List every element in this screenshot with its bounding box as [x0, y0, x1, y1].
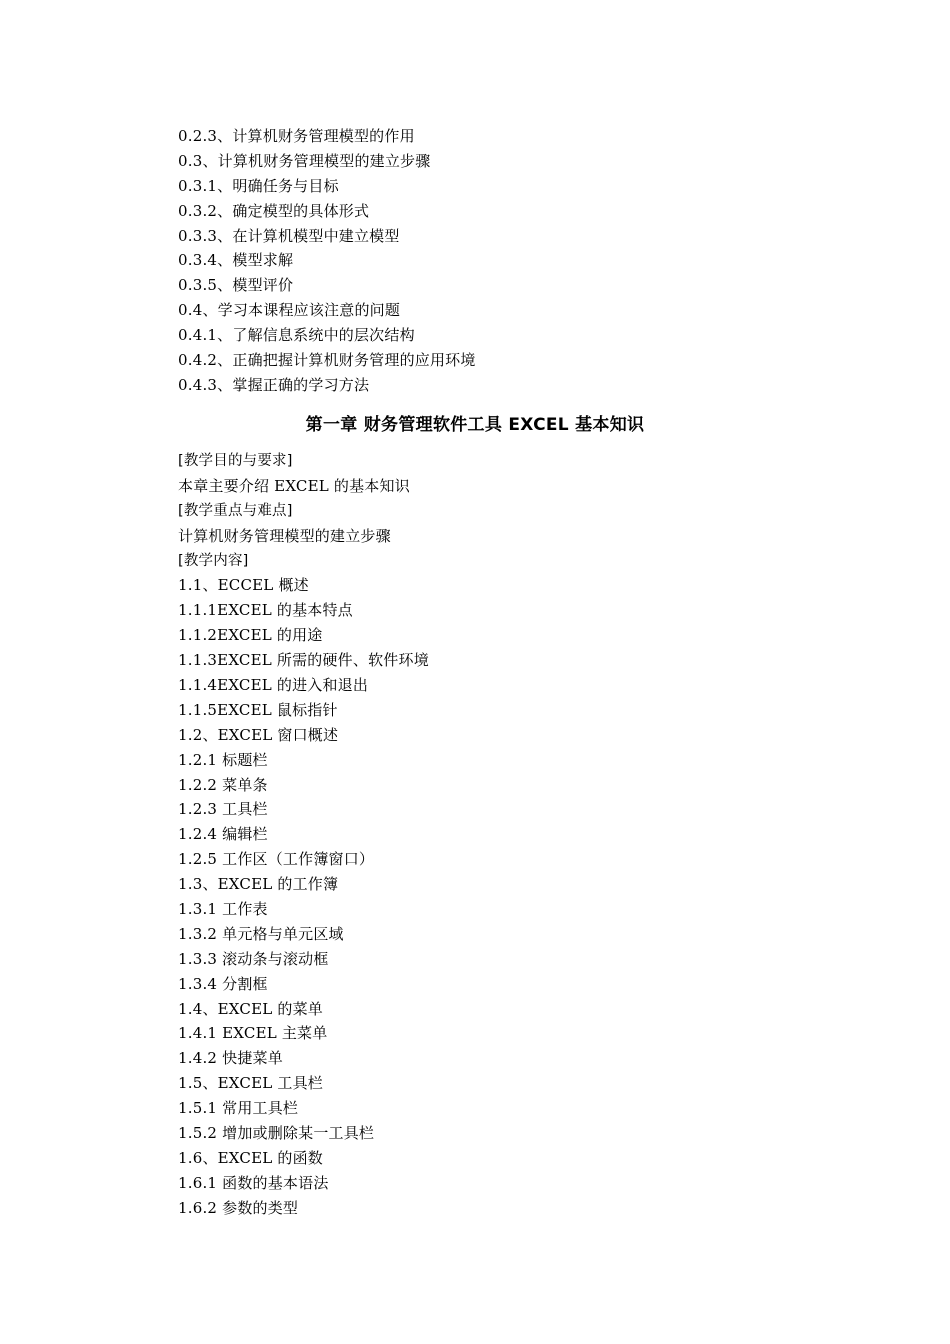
toc-item: 0.3.3、在计算机模型中建立模型: [178, 226, 400, 245]
toc-item: 0.4.1、了解信息系统中的层次结构: [178, 326, 415, 345]
objectives-text: 本章主要介绍 EXCEL 的基本知识: [178, 476, 410, 495]
content-list: [178, 573, 778, 1220]
content-item: 1.3、EXCEL 的工作簿: [178, 875, 339, 894]
toc-item: 0.3.2、确定模型的具体形式: [178, 201, 370, 220]
toc-item: 0.3.4、模型求解: [178, 251, 294, 270]
toc-item: 0.3.5、模型评价: [178, 276, 294, 295]
content-item: 1.5.2 增加或删除某一工具栏: [178, 1124, 375, 1143]
content-item: 1.2.4 编辑栏: [178, 825, 268, 844]
content-item: 1.3.2 单元格与单元区域: [178, 924, 344, 943]
content-item: 1.4、EXCEL 的菜单: [178, 999, 323, 1018]
chapter-body: [178, 449, 778, 1221]
toc-item: 0.2.3、计算机财务管理模型的作用: [178, 127, 415, 145]
content-item: 1.5、EXCEL 工具栏: [178, 1074, 323, 1093]
content-item: 1.1.3EXCEL 所需的硬件、软件环境: [178, 651, 429, 670]
content-item: 1.1.5EXCEL 鼠标指针: [178, 700, 338, 719]
content-item: 1.6.2 参数的类型: [178, 1198, 299, 1217]
toc-item: 0.3.1、明确任务与目标: [178, 176, 339, 195]
content-item: 1.1.4EXCEL 的进入和退出: [178, 676, 369, 695]
content-item: 1.1、ECCEL 概述: [178, 576, 309, 595]
content-item: 1.2、EXCEL 窗口概述: [178, 725, 339, 744]
section-heading-keypoints: [教学重点与难点]: [178, 502, 293, 519]
content-item: 1.6.1 函数的基本语法: [178, 1173, 329, 1192]
content-item: 1.2.2 菜单条: [178, 775, 268, 794]
toc-list: [178, 124, 778, 398]
section-heading-content: [教学内容]: [178, 552, 249, 569]
content-item: 1.1.1EXCEL 的基本特点: [178, 601, 353, 620]
content-item: 1.1.2EXCEL 的用途: [178, 626, 323, 645]
content-item: 1.3.4 分割框: [178, 974, 268, 993]
chapter-title: 第一章 财务管理软件工具 EXCEL 基本知识: [305, 415, 645, 435]
section-heading-objectives: [教学目的与要求]: [178, 453, 293, 469]
content-item: 1.2.1 标题栏: [178, 750, 268, 769]
content-item: 1.4.2 快捷菜单: [178, 1049, 283, 1068]
content-item: 1.5.1 常用工具栏: [178, 1099, 299, 1118]
content-item: 1.3.3 滚动条与滚动框: [178, 949, 329, 968]
toc-item: 0.4.3、掌握正确的学习方法: [178, 375, 370, 394]
content-item: 1.6、EXCEL 的函数: [178, 1148, 323, 1167]
content-item: 1.3.1 工作表: [178, 900, 268, 919]
content-item: 1.4.1 EXCEL 主菜单: [178, 1024, 328, 1043]
toc-item: 0.3、计算机财务管理模型的建立步骤: [178, 151, 431, 170]
toc-item: 0.4.2、正确把握计算机财务管理的应用环境: [178, 351, 476, 370]
keypoints-text: 计算机财务管理模型的建立步骤: [178, 526, 391, 545]
content-item: 1.2.5 工作区（工作簿窗口）: [178, 850, 375, 869]
content-item: 1.2.3 工具栏: [178, 800, 268, 819]
toc-item: 0.4、学习本课程应该注意的问题: [178, 301, 401, 320]
